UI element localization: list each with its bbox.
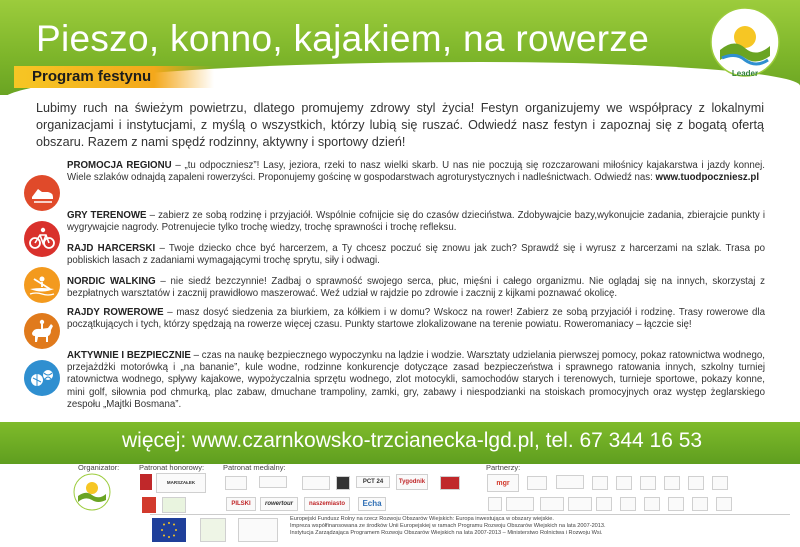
divider [150,514,790,515]
honorary-logo [162,497,186,513]
media-logo [440,476,460,490]
partner-logo-mgr: mgr [487,474,519,492]
partner-logo [716,497,732,511]
media-logo-echa: Echa [358,497,386,511]
media-logo-tygodnik: Tygodnik [396,474,428,490]
partner-logo [688,476,704,490]
partner-logo [644,497,660,511]
partner-logo [568,497,592,511]
leader-logo [706,4,784,82]
partner-logo [668,497,684,511]
activity-heading: AKTYWNIE I BEZPIECZNIE [67,350,191,361]
marszalek-logo: MARSZAŁEK [156,473,206,493]
horse-rider-icon [24,313,60,349]
eu-flag-icon [152,518,186,542]
activity-heading: RAJD HARCERSKI [67,243,156,254]
media-logo [225,476,247,490]
partner-logo [527,476,547,490]
partner-logo [556,475,584,489]
media-logo [259,476,287,488]
partner-logo [592,476,608,490]
activity-heading: RAJDY ROWEROWE [67,307,164,318]
media-logo-rowertour: rowertour [260,497,298,511]
activity-text: AKTYWNIE I BEZPIECZNIE – czas na naukę bezpiecznego wypoczynku na lądzie i wodzie. Warsztaty udzielania pierwszej pomocy, pokaz ratownictwa wodnego, przejażdżki motorówką i „na bananie”, kule wodne, rodzinne konkurencje dotyczące zasad bezpieczeństwa i sprawnego ratowania innych, szkolny turniej ratownictwa wodnego, spływy kajakowe, wypożyczalnia sprzętu wodnego, zlot motocykli, samochodów starych i terenowych, turnieje sportowe, pokazy konne, mini golf, siłownia pod chmurką, plac zabaw, dmuchane trampoliny, zamki, gry, zabawy i niespodzianki na stoiskach promocyjnych oraz występ żeglarskiego zespołu „Majtki Bosmana”. [67,350,765,410]
coat-of-arms-icon [140,474,152,490]
leader-eu-logo [200,518,226,542]
partner-logo [596,497,612,511]
balls-icon [24,360,60,396]
media-logo [302,476,330,490]
activity-heading: PROMOCJA REGIONU [67,160,172,171]
partner-logo [540,497,564,511]
poster-title: Pieszo, konno, kajakiem, na rowerze [36,18,650,59]
prow-logo [238,518,278,542]
partner-logo [640,476,656,490]
partner-logo [488,497,502,511]
intro-paragraph: Lubimy ruch na świeżym powietrzu, dlatego promujemy zdrowy styl życia! Festyn organizujemy we współpracy z lokalnymi organizacjami i instytucjami, z myślą o wszystkich, którzy lubią się ruszać. Odwiedź nasz festyn i zapoznaj się z bogatą ofertą obszaru. Razem z nami spędź rodzinny, aktywny i sportowy dzień! [36,101,764,149]
activity-text: RAJDY ROWEROWE – masz dosyć siedzenia za biurkiem, za kółkiem i w domu? Wskocz na rower! Zabierz ze sobą przyjaciół i rodzinę. Trasy rowerowe dla początkujących i tych, którzy spędzają na rowerze więcej czasu. Punkty startowe zlokalizowane na terenie powiatu. Roweromaniacy – łączcie się! [67,307,765,331]
activity-text: GRY TERENOWE – zabierz ze sobą rodzinę i przyjaciół. Wspólnie cofnijcie się do czasów dzieciństwa. Zdobywajcie bazy,wykonujcie zadania, zbierajcie punkty i wygrywajcie nagrody. Potrenujecie tylko trochę wiedzy, trochę sprawności i trochę refleksu. [67,210,766,234]
media-logo-naszemiasto: naszemiasto [304,497,350,511]
media-logo [336,476,350,490]
program-label-banner [14,66,214,88]
partner-logo [664,476,680,490]
partner-logo [692,497,708,511]
partner-logo [712,476,728,490]
partner-logo [616,476,632,490]
website-link[interactable]: www.tuodpoczniesz.pl [655,172,760,184]
partner-logo [620,497,636,511]
bicycle-icon [24,221,60,257]
media-logo-pilski: PILSKI [226,497,256,511]
contact-line[interactable]: więcej: www.czarnkowsko-trzcianecka-lgd.pl, tel. 67 344 16 53 [122,429,703,452]
kayak-icon [24,267,60,303]
activity-text: PROMOCJA REGIONU – „tu odpoczniesz”! Lasy, jeziora, rzeki to nasz wielki skarb. U nas nie poczują się rozczarowani miłośnicy kajakarstwa i jazdy konnej. Wiele szlaków odnajdą zapaleni rowerzyści. Proponujemy gościnę w gospodarstwach agroturystycznych i nadleśnictwach. Odwiedź nas: www.tuodpoczniesz.pl [67,160,765,184]
activity-heading: GRY TERENOWE [67,210,147,221]
media-logo-pct24: PCT 24 [356,476,390,488]
activity-heading: NORDIC WALKING [67,276,156,287]
activity-text: RAJD HARCERSKI – Twoje dziecko chce być harcerzem, a Ty chcesz poczuć się znowu jak zuch? Sprawdź się i wyrusz z harcerzami na szlak. Trasa po pobliskich lasach z zadaniami wymagającymi trochę sprytu, siły i odwagi. [67,243,765,267]
county-crest-icon [142,497,156,513]
logo-text: Leader [731,69,759,78]
partner-logo [506,497,534,511]
shoe-icon [24,175,60,211]
organizer-label: Organizator: [78,463,120,472]
honorary-patronage-label: Patronat honorowy: [139,463,205,472]
activity-text: NORDIC WALKING – nie siedź bezczynnie! Zadbaj o sprawność swojego serca, płuc, mięśni i całego organizmu. Nie oglądaj się na innych, skorzystaj z bezpłatnych warsztatów i zacznij prawidłowo maszerować. Weź udział w rajdzie po zdrowie i zacznij z kijkami poznawać okolicę. [67,276,765,300]
program-label: Program festynu [32,68,152,85]
organizer-logo [72,472,112,512]
eu-funding-text: Europejski Fundusz Rolny na rzecz Rozwoju Obszarów Wiejskich: Europa inwestująca w obszary wiejskie. Impreza współfinansowana ze środków Unii Europejskiej w ramach Programu Rozwoju Obszarów Wiejskich na lata 2007-2013. Instytucja Zarządzająca Programem Rozwoju Obszarów Wiejskich na lata 2007-2013 – Ministerstwo Rolnictwa i Rozwoju Wsi. [290,516,606,537]
partners-label: Partnerzy: [486,463,521,472]
contact-banner [0,422,800,464]
media-patronage-label: Patronat medialny: [223,463,286,472]
